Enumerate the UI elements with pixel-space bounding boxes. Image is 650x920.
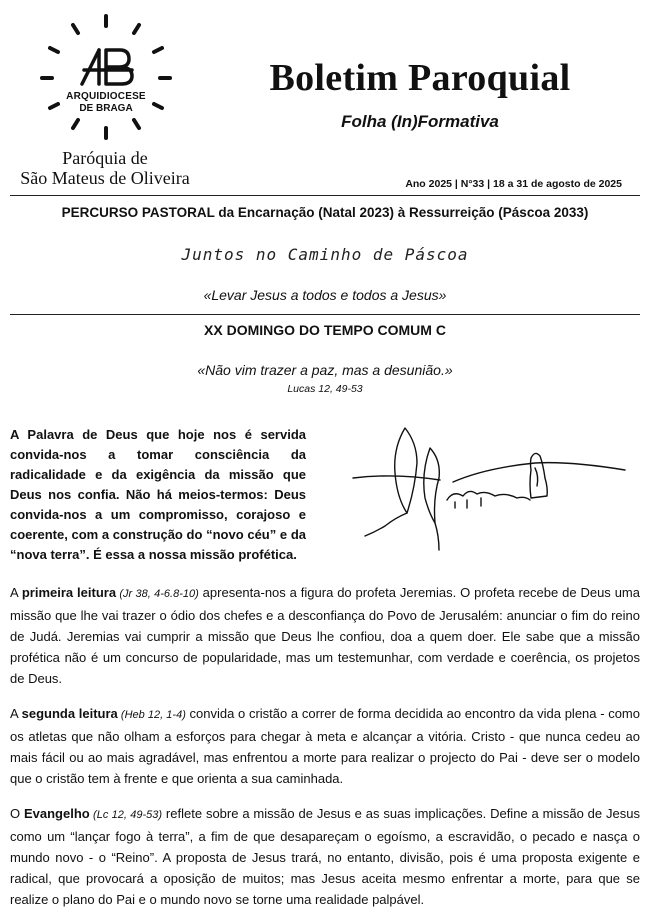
first-reading-paragraph: A primeira leitura (Jr 38, 4-6.8-10) apresenta-nos a figura do profeta Jeremias. O profeta recebe de Deus uma missão que lhe vai trazer o ódio dos chefes e a desconfiança do Povo de Jerusalém: anunciar o fim do reino de Judá. Jeremias vai cumprir a missão que Deus lhe confiou, doa a quem doer. Ele sabe que a missão profética não é um concurso de popularidade, mas um testemunhar, com verdade e coerência, os projetos de Deus. xyxy=(10,585,640,686)
second-reading-label: segunda leitura xyxy=(21,706,118,721)
logo-text-line1: ARQUIDIOCESE xyxy=(66,91,146,102)
gospel-paragraph: O Evangelho (Lc 12, 49-53) reflete sobre a missão de Jesus e as suas implicações. Define a missão de Jesus como um “lançar fogo à terra”, a fim de que desapareçam o egoísmo, a escravidão, o pecado e nasça o mundo novo - o “Reino”. A proposta de Jesus trará, no entanto, divisão, pois é uma proposta exigente e radical, que provocará a oposição de muitos; mas Jesus aceita mesmo enfrentar a morte, para que se realize o plano do Pai e o mundo novo se torne uma realidade palpável. xyxy=(10,806,640,907)
gospel-label: Evangelho xyxy=(23,806,90,821)
issue-info: Ano 2025 | N°33 | 18 a 31 de agosto de 2025 xyxy=(405,178,622,190)
pastoral-motto: «Levar Jesus a todos e todos a Jesus» xyxy=(203,287,447,303)
bulletin-title: Boletim Paroquial xyxy=(269,57,571,99)
parish-name-line2: São Mateus de Oliveira xyxy=(20,168,190,188)
header-divider xyxy=(10,195,640,196)
section-divider xyxy=(10,314,640,315)
pastoral-pathway: PERCURSO PASTORAL da Encarnação (Natal 2023) à Ressurreição (Páscoa 2033) xyxy=(61,205,589,220)
bulletin-subtitle: Folha (In)Formativa xyxy=(341,112,499,131)
first-reading-ref: (Jr 38, 4-6.8-10) xyxy=(116,588,199,600)
gospel-ref: (Lc 12, 49-53) xyxy=(89,809,163,821)
flame-and-figure-illustration xyxy=(335,418,635,553)
monogram-icon xyxy=(82,50,132,84)
archdiocese-logo xyxy=(36,10,176,160)
intro-paragraph: A Palavra de Deus que hoje nos é servida convida-nos a tomar consciência da radicalidade e da exigência da missão que Deus nos confia. Não há meios-termos: Deus convida-nos a um compromisso, corajoso e coerente, com a construção do “novo céu” e da “nova terra”. É essa a nossa missão profética. xyxy=(10,427,306,562)
first-reading-label: primeira leitura xyxy=(21,585,117,600)
gospel-quote: «Não vim trazer a paz, mas a desunião.» xyxy=(197,362,453,378)
flame-right-icon xyxy=(424,448,440,523)
flame-left-icon xyxy=(395,428,417,513)
standing-figure-icon xyxy=(530,453,547,498)
second-reading-paragraph: A segunda leitura (Heb 12, 1-4) convida o cristão a correr de forma decidida ao encontro da vida plena - como os atletas que não olham a esforços para chegar à meta e alcançar a vitória. Cristo - que nunca cedeu ao mais fácil ou ao mais agradável, mas enfrentou a morte para realizar o projecto do Pai - deve ser o modelo que o cristão tem à frente e que orienta a sua caminhada. xyxy=(10,706,640,786)
gospel-quote-reference: Lucas 12, 49-53 xyxy=(287,383,363,395)
second-reading-ref: (Heb 12, 1-4) xyxy=(117,709,186,721)
parish-name-line1: Paróquia de xyxy=(62,148,148,168)
pastoral-theme: Juntos no Caminho de Páscoa xyxy=(181,245,469,264)
liturgical-sunday: XX DOMINGO DO TEMPO COMUM C xyxy=(204,322,446,338)
logo-text-line2: DE BRAGA xyxy=(79,103,133,114)
